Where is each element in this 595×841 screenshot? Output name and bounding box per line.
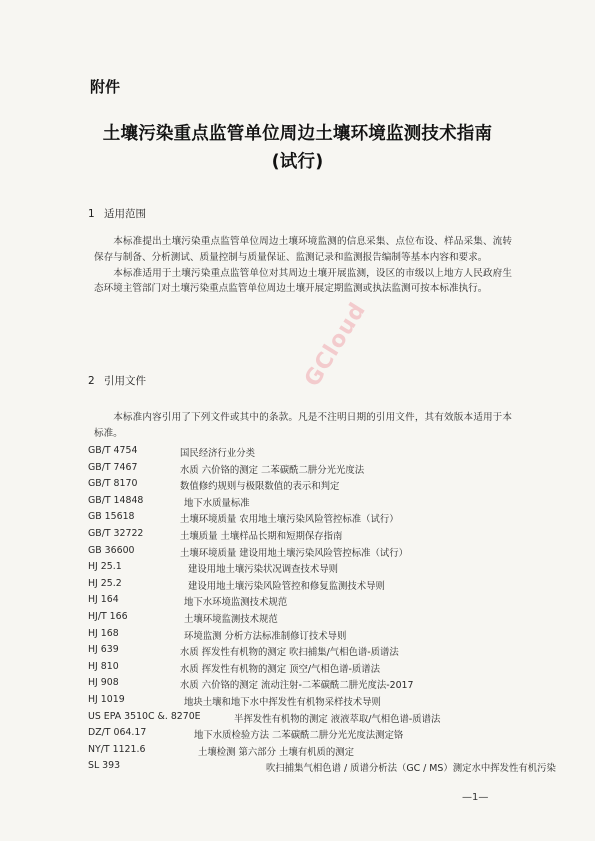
reference-title: 地下水质检验方法 二苯碳酰二肼分光光度法测定铬	[194, 730, 404, 742]
reference-title: 水质 六价铬的测定 流动注射-二苯碳酰二肼光度法-2017	[180, 680, 414, 692]
section-title: 适用范围	[104, 208, 146, 220]
reference-code: HJ 1019	[88, 694, 125, 705]
reference-title: 建设用地土壤污染风险管控和修复监测技术导则	[188, 580, 385, 592]
reference-title: 水质 挥发性有机物的测定 顶空/气相色谱-质谱法	[180, 663, 381, 675]
reference-code: HJ 25.2	[88, 577, 122, 589]
reference-title: 地块土壤和地下水中挥发性有机物采样技术导则	[184, 697, 381, 708]
section-2-intro	[94, 410, 512, 442]
reference-code: HJ 25.1	[88, 561, 122, 573]
reference-title: 环境监测 分析方法标准制修订技术导则	[184, 630, 347, 642]
document-title-suffix: (试行)	[271, 152, 324, 172]
reference-title: 土壤环境质量 建设用地土壤污染风险管控标准（试行）	[180, 547, 408, 559]
reference-title: 土壤检测 第六部分 土壤有机质的测定	[198, 746, 354, 758]
reference-code: GB 15618	[88, 511, 135, 523]
page-number: —1—	[462, 792, 489, 803]
paragraph: 本标准内容引用了下列文件或其中的条款。凡是不注明日期的引用文件，其有效版本适用于本标准。	[94, 412, 512, 439]
reference-code: US EPA 3510C &. 8270E	[88, 710, 201, 722]
reference-title: 地下水质量标准	[184, 497, 250, 509]
reference-title: 建设用地土壤污染状况调查技术导则	[188, 564, 339, 576]
reference-code: HJ 168	[88, 627, 119, 639]
reference-code: GB/T 8170	[88, 478, 138, 490]
reference-title: 地下水环境监测技术规范	[184, 597, 288, 609]
watermark: GCloud	[300, 298, 372, 392]
reference-title: 吹扫捕集气相色谱 / 质谱分析法（GC / MS）测定水中挥发性有机污染	[266, 763, 556, 775]
section-1-heading	[88, 206, 146, 221]
section-title: 引用文件	[104, 375, 146, 387]
reference-code: SL 393	[88, 760, 121, 772]
reference-code: NY/T 1121.6	[88, 743, 146, 755]
reference-title: 土壤环境质量 农用地土壤污染风险管控标准（试行）	[180, 514, 399, 526]
reference-title: 土壤环境监测技术规范	[184, 614, 278, 625]
reference-title: 土壤质量 土壤样品长期和短期保存指南	[180, 531, 343, 542]
reference-code: GB/T 4754	[88, 445, 138, 456]
paragraph: 本标准提出土壤污染重点监管单位周边土壤环境监测的信息采集、点位布设、样品采集、流转保存与制备、分析测试、质量控制与质量保证、监测记录和监测报告编制等基本内容和要求。	[94, 236, 512, 263]
reference-code: HJ 810	[88, 660, 119, 672]
reference-title: 数值修约规则与极限数值的表示和判定	[180, 481, 340, 493]
section-number: 2	[88, 375, 95, 387]
reference-code: HJ 639	[88, 644, 119, 656]
paragraph: 本标准适用于土壤污染重点监管单位对其周边土壤开展监测，设区的市级以上地方人民政府生态环境主管部门对土壤污染重点监管单位周边土壤开展定期监测或执法监测可按本标准执行。	[94, 267, 512, 295]
reference-code: GB/T 14848	[88, 494, 144, 506]
reference-title: 半挥发性有机物的测定 液液萃取/气相色谱-质谱法	[234, 713, 441, 725]
section-number: 1	[88, 208, 95, 220]
reference-title: 水质 挥发性有机物的测定 吹扫捕集/气相色谱-质谱法	[180, 647, 399, 659]
reference-code: GB 36600	[88, 544, 135, 556]
reference-code: DZ/T 064.17	[88, 727, 147, 739]
document-title: 土壤污染重点监管单位周边土壤环境监测技术指南	[102, 124, 493, 144]
reference-code: HJ 164	[88, 594, 119, 606]
reference-code: HJ 908	[88, 677, 119, 689]
attachment-label: 附件	[90, 78, 121, 96]
reference-code: GB/T 7467	[88, 461, 138, 473]
reference-code: HJ/T 166	[88, 611, 128, 622]
reference-code: GB/T 32722	[88, 528, 144, 539]
reference-title: 国民经济行业分类	[180, 448, 256, 459]
section-2-heading	[88, 373, 146, 388]
reference-title: 水质 六价铬的测定 二苯碳酰二肼分光光度法	[180, 464, 365, 476]
section-1-body	[94, 234, 512, 297]
